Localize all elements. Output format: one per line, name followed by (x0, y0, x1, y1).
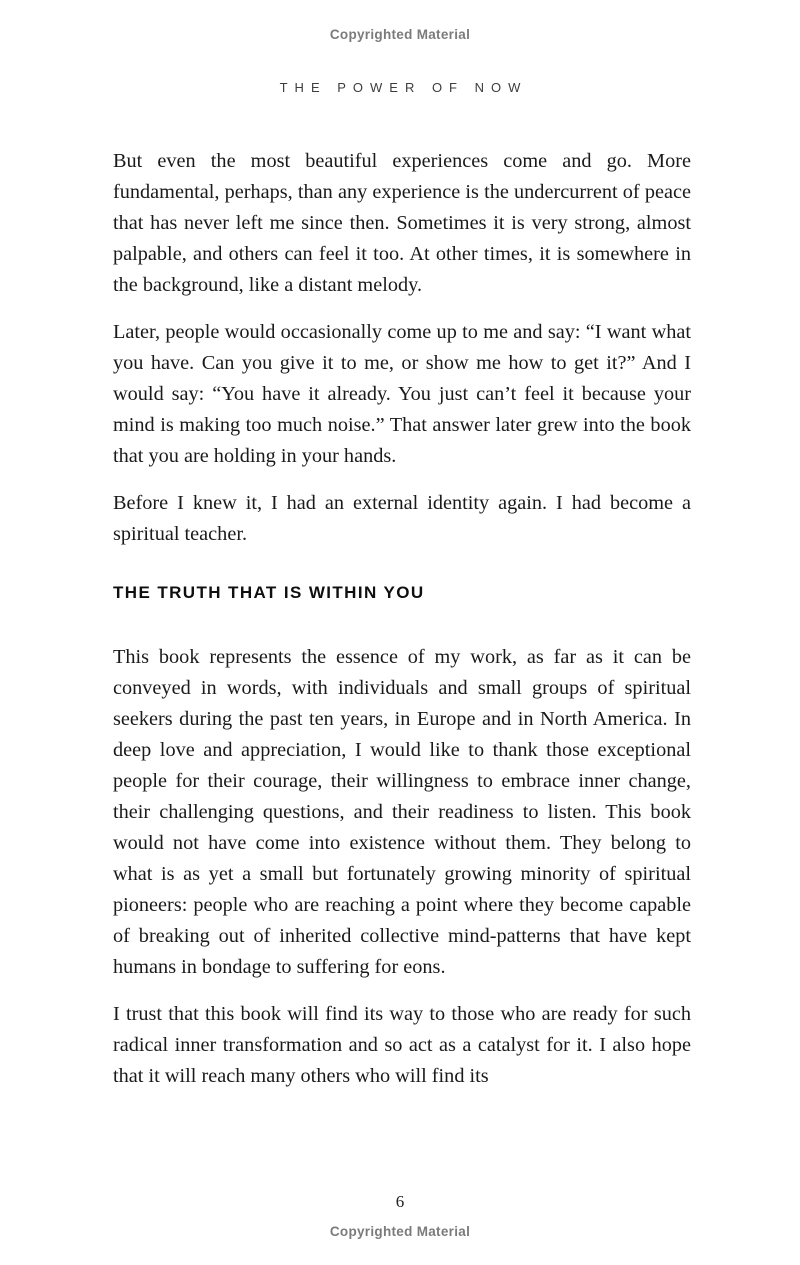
paragraph: Before I knew it, I had an external identity again. I had become a spiritual teacher. (113, 492, 691, 545)
paragraph: This book represents the essence of my work, as far as it can be conveyed in words, with individuals and small groups of spiritual seekers during the past ten years, in Europe and in North America. In deep love and appreciation, I would like to thank those exceptional people for their courage, their willingness to embrace inner change, their challenging questions, and their readiness to listen. This book would not have come into existence without them. They belong to what is as yet a small but fortunately growing minority of spiritual pioneers: people who are reaching a point where they become capable of breaking out of inherited collective mind-patterns that have kept humans in bondage to suffering for eons. (113, 646, 691, 978)
copyright-notice-top: Copyrighted Material (329, 27, 471, 42)
paragraph: Later, people would occasionally come up to me and say: “I want what you have. Can you give it to me, or show me how to get it?” And I would say: “You have it already. You just can’t feel it because your mind is making too much noise.” That answer later grew into the book that you are holding in your hands. (113, 321, 691, 467)
page-body (113, 146, 691, 1108)
copyright-notice-bottom: Copyrighted Material (329, 1224, 471, 1239)
section-heading: THE TRUTH THAT IS WITHIN YOU (113, 583, 425, 602)
paragraph: But even the most beautiful experiences come and go. More fundamental, perhaps, than any experience is the undercurrent of peace that has never left me since then. Sometimes it is very strong, almost palpable, and others can feel it too. At other times, it is somewhere in the background, like a distant melody. (113, 150, 691, 296)
paragraph: I trust that this book will find its way to those who are ready for such radical inner transformation and so act as a catalyst for it. I also hope that it will reach many others who will find its (113, 1003, 691, 1087)
page-number: 6 (395, 1192, 405, 1211)
running-header-title: THE POWER OF NOW (279, 80, 528, 95)
